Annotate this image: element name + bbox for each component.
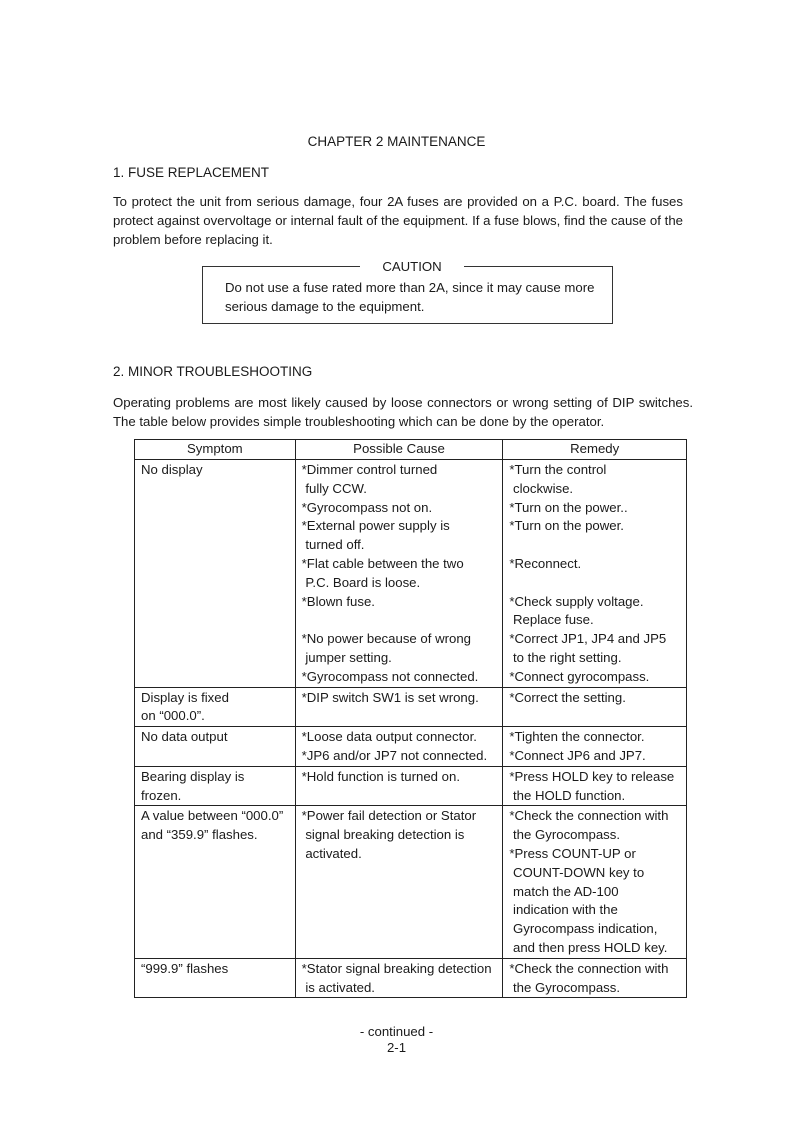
remedy-line: indication with the xyxy=(509,902,618,918)
table-row xyxy=(135,766,687,806)
cell-symptom xyxy=(135,727,296,767)
cell-symptom xyxy=(135,687,296,727)
cause-line: *Gyrocompass not connected. xyxy=(301,668,479,684)
cell-cause xyxy=(295,958,503,998)
remedy-line: *Turn on the power. xyxy=(509,518,624,534)
cell-cause xyxy=(295,806,503,958)
cause-line: signal breaking detection is xyxy=(301,827,465,843)
cause-line: *Loose data output connector. xyxy=(301,729,477,745)
cell-cause xyxy=(295,460,503,688)
symptom-line: and “359.9” flashes. xyxy=(141,827,258,843)
cause-line: P.C. Board is loose. xyxy=(301,574,421,590)
table-row xyxy=(135,806,687,958)
header-remedy: Remedy xyxy=(503,440,687,460)
remedy-line: *Check the connection with xyxy=(509,808,669,824)
remedy-line: the HOLD function. xyxy=(509,787,626,803)
cell-remedy xyxy=(503,727,687,767)
cell-cause xyxy=(295,687,503,727)
page-number: 2-1 xyxy=(386,1040,407,1055)
symptom-line: A value between “000.0” xyxy=(141,808,284,824)
cause-line: *Flat cable between the two xyxy=(301,555,464,571)
remedy-line: match the AD-100 xyxy=(509,883,619,899)
cell-remedy xyxy=(503,766,687,806)
symptom-line: No display xyxy=(141,462,203,477)
remedy-line: *Connect gyrocompass. xyxy=(509,668,650,684)
cause-line: *Stator signal breaking detection xyxy=(301,960,492,976)
cause-line: turned off. xyxy=(301,537,365,553)
table-row xyxy=(135,958,687,998)
cause-line: jumper setting. xyxy=(301,649,392,665)
remedy-line: *Connect JP6 and JP7. xyxy=(509,747,646,763)
cause-line: *No power because of wrong xyxy=(301,631,471,647)
cell-remedy xyxy=(503,687,687,727)
cell-symptom xyxy=(135,766,296,806)
troubleshooting-paragraph: Operating problems are most likely caused by loose connectors or wrong setting of DIP switches. The table below provides simple troubleshooting which can be done by the operator. xyxy=(113,395,693,429)
remedy-line xyxy=(509,574,680,593)
remedy-line: COUNT-DOWN key to xyxy=(509,864,645,880)
cell-symptom xyxy=(135,460,296,688)
remedy-line: clockwise. xyxy=(509,480,574,496)
table-row xyxy=(135,727,687,767)
section-heading-minor-troubleshooting: 2. MINOR TROUBLESHOOTING xyxy=(113,364,313,379)
caution-text: Do not use a fuse rated more than 2A, since it may cause more serious damage to the equipment. xyxy=(225,280,595,314)
cell-remedy xyxy=(503,958,687,998)
caution-label: CAUTION xyxy=(360,259,464,274)
remedy-line: and then press HOLD key. xyxy=(509,939,668,955)
remedy-line: *Press COUNT-UP or xyxy=(509,845,636,861)
remedy-line: *Check the connection with xyxy=(509,960,669,976)
table-header-row xyxy=(135,440,687,460)
remedy-line: *Press HOLD key to release xyxy=(509,768,675,784)
cell-cause xyxy=(295,727,503,767)
remedy-line: Gyrocompass indication, xyxy=(509,921,658,937)
cause-line: *Blown fuse. xyxy=(301,593,375,609)
remedy-line: to the right setting. xyxy=(509,649,622,665)
header-symptom: Symptom xyxy=(135,440,296,460)
chapter-title: CHAPTER 2 MAINTENANCE xyxy=(307,134,486,149)
continued-note: - continued - xyxy=(359,1024,434,1039)
symptom-line: on “000.0”. xyxy=(141,708,205,724)
cause-line: fully CCW. xyxy=(301,480,367,496)
cause-line: is activated. xyxy=(301,979,375,995)
remedy-line xyxy=(509,536,680,555)
remedy-line: *Tighten the connector. xyxy=(509,729,645,745)
cause-line: *Gyrocompass not on. xyxy=(301,499,433,515)
remedy-line: *Check supply voltage. xyxy=(509,593,644,609)
cause-line: activated. xyxy=(301,845,362,861)
cause-line: *Hold function is turned on. xyxy=(301,768,461,784)
symptom-line: Display is fixed xyxy=(141,689,229,705)
header-possible-cause: Possible Cause xyxy=(295,440,503,460)
cell-cause xyxy=(295,766,503,806)
cause-line: *External power supply is xyxy=(301,518,450,534)
cause-line: *JP6 and/or JP7 not connected. xyxy=(301,747,488,763)
troubleshooting-table xyxy=(134,439,687,998)
symptom-line: “999.9” flashes xyxy=(141,960,229,976)
table-row xyxy=(135,460,687,688)
cause-line: *DIP switch SW1 is set wrong. xyxy=(301,689,479,705)
cause-line xyxy=(302,611,497,630)
remedy-line: the Gyrocompass. xyxy=(509,827,621,843)
remedy-line: *Turn on the power.. xyxy=(509,499,628,515)
symptom-line: frozen. xyxy=(141,787,182,803)
remedy-line: *Turn the control xyxy=(509,462,607,477)
remedy-line: Replace fuse. xyxy=(509,612,594,628)
symptom-line: Bearing display is xyxy=(141,768,245,784)
cause-line: *Dimmer control turned xyxy=(301,462,438,477)
remedy-line: *Correct JP1, JP4 and JP5 xyxy=(509,631,667,647)
remedy-line: *Correct the setting. xyxy=(509,689,626,705)
cause-line: *Power fail detection or Stator xyxy=(301,808,477,824)
section-heading-fuse-replacement: 1. FUSE REPLACEMENT xyxy=(113,165,270,180)
cell-symptom xyxy=(135,806,296,958)
remedy-line: the Gyrocompass. xyxy=(509,979,621,995)
remedy-line: *Reconnect. xyxy=(509,555,582,571)
symptom-line: No data output xyxy=(141,729,228,745)
cell-remedy xyxy=(503,806,687,958)
fuse-replacement-paragraph: To protect the unit from serious damage, four 2A fuses are provided on a P.C. board. The fuses protect against overvoltage or internal fault of the equipment. If a fuse blows, find the cause of the problem before replacing it. xyxy=(113,194,683,247)
table-row xyxy=(135,687,687,727)
cell-remedy xyxy=(503,460,687,688)
cell-symptom xyxy=(135,958,296,998)
